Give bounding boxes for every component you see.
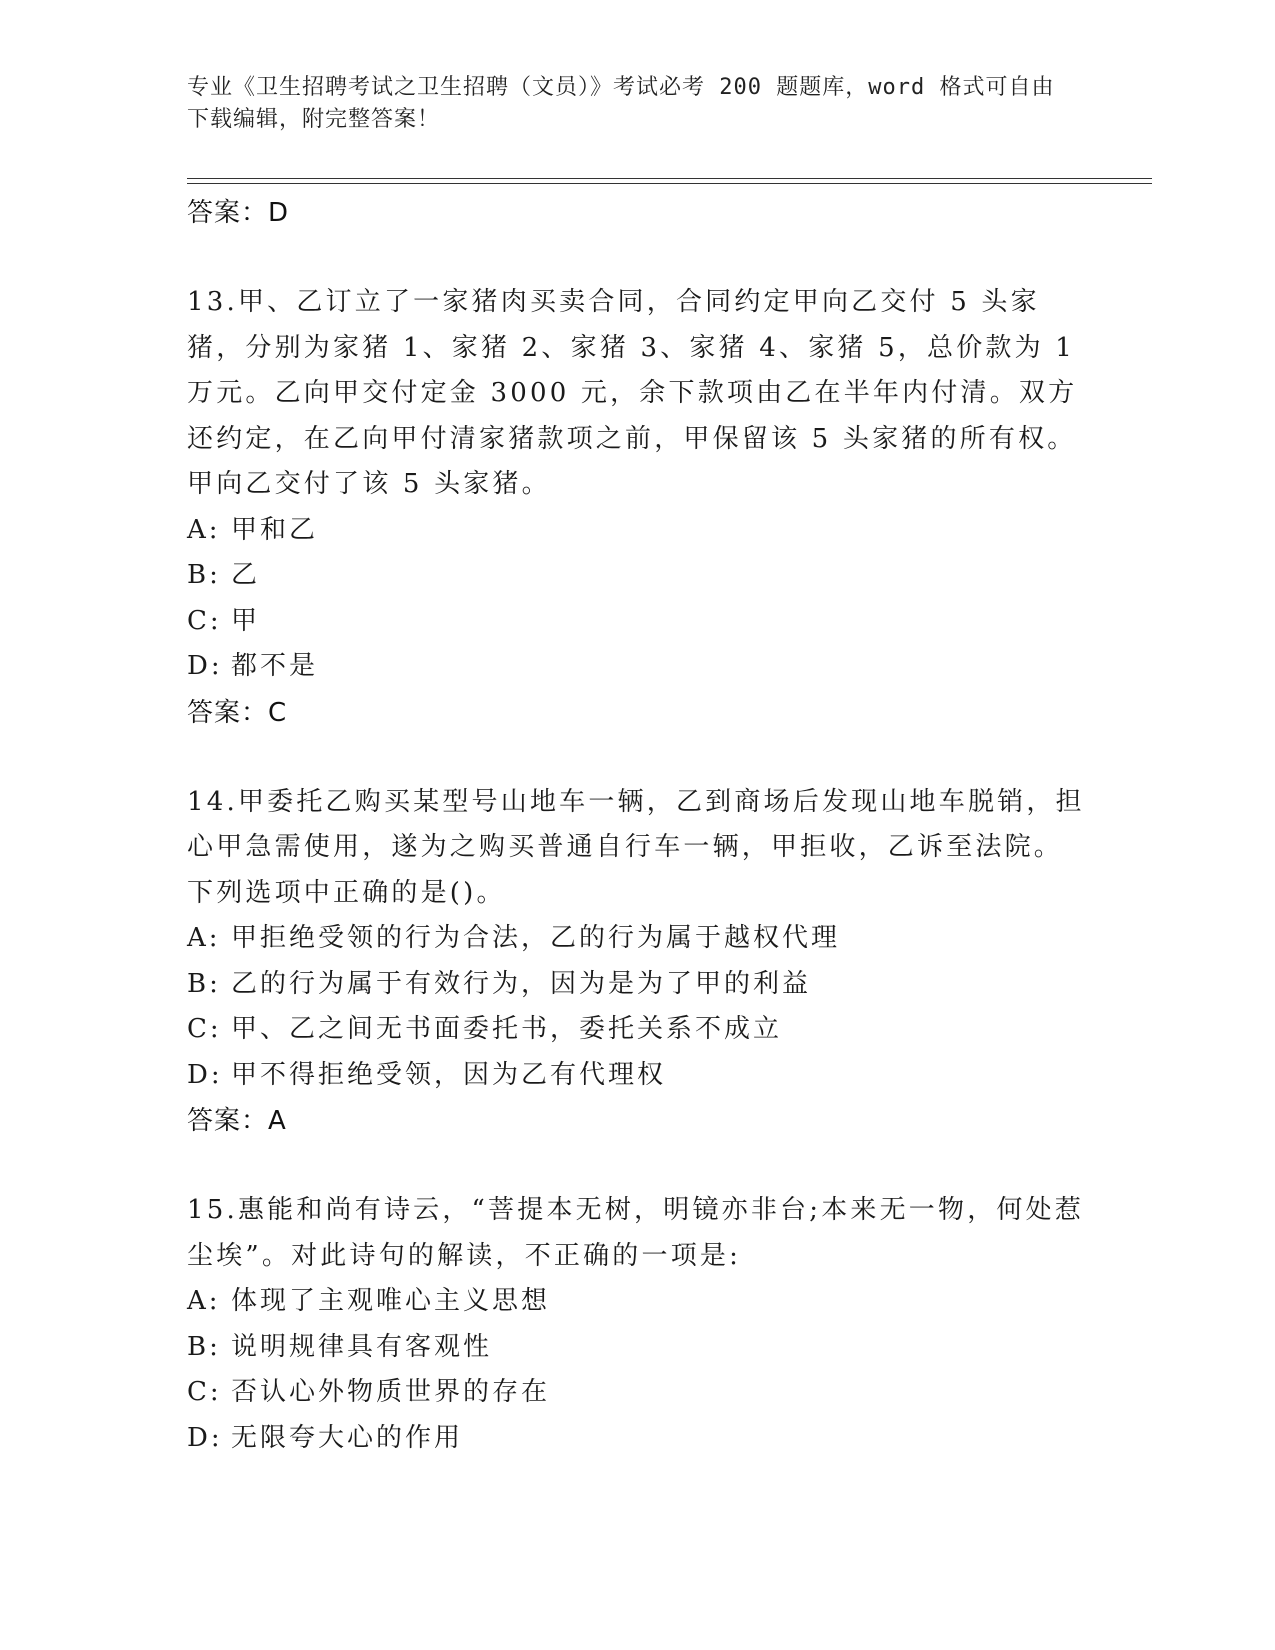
option-a: A: 甲和乙: [187, 514, 319, 545]
header-rule-bottom: [187, 183, 1152, 184]
question-text: 14.甲委托乙购买某型号山地车一辆，乙到商场后发现山地车脱销，担心甲急需使用，遂为之购买普通自行车一辆，甲拒收，乙诉至法院。下列选项中正确的是()。: [187, 786, 1085, 908]
option-a: A: 体现了主观唯心主义思想: [187, 1286, 551, 1316]
option-b: B: 说明规律具有客观性: [187, 1331, 493, 1362]
question-text: 15.惠能和尚有诗云，“菩提本无树，明镜亦非台;本来无一物，何处惹尘埃”。对此诗句的解读，不正确的一项是:: [187, 1195, 1085, 1271]
question-14: [187, 780, 1087, 1145]
option-d: D: 都不是: [187, 651, 319, 681]
question-15: [187, 1188, 1087, 1461]
header-rule-top: [187, 178, 1152, 179]
answer-line-prev: 答案：D: [187, 198, 290, 228]
option-c: C: 甲: [187, 605, 261, 636]
option-d: D: 无限夸大心的作用: [187, 1422, 464, 1453]
question-13: [187, 280, 1087, 736]
option-d: D: 甲不得拒绝受领，因为乙有代理权: [187, 1059, 667, 1090]
option-a: A: 甲拒绝受领的行为合法，乙的行为属于越权代理: [187, 923, 841, 953]
question-text: 13.甲、乙订立了一家猪肉买卖合同，合同约定甲向乙交付 5 头家猪，分别为家猪 1、家猪 2、家猪 3、家猪 4、家猪 5，总价款为 1 万元。乙向甲交付定金 3000 元，余下款项由乙在半年内付清。双方还约定，在乙向甲付清家猪款项之前，甲保留该 5 头家猪的所有权。甲向乙交付了该 5 头家猪。: [187, 287, 1078, 499]
page-header: 专业《卫生招聘考试之卫生招聘（文员）》考试必考 200 题题库，word 格式可自由下载编辑，附完整答案！: [187, 75, 1055, 132]
option-b: B: 乙: [187, 560, 261, 590]
option-c: C: 甲、乙之间无书面委托书，委托关系不成立: [187, 1014, 783, 1044]
option-c: C: 否认心外物质世界的存在: [187, 1377, 551, 1407]
answer-line: 答案：A: [187, 1106, 287, 1136]
option-b: B: 乙的行为属于有效行为，因为是为了甲的利益: [187, 968, 812, 999]
answer-line: 答案：C: [187, 697, 288, 728]
document-body: [187, 190, 1087, 1461]
